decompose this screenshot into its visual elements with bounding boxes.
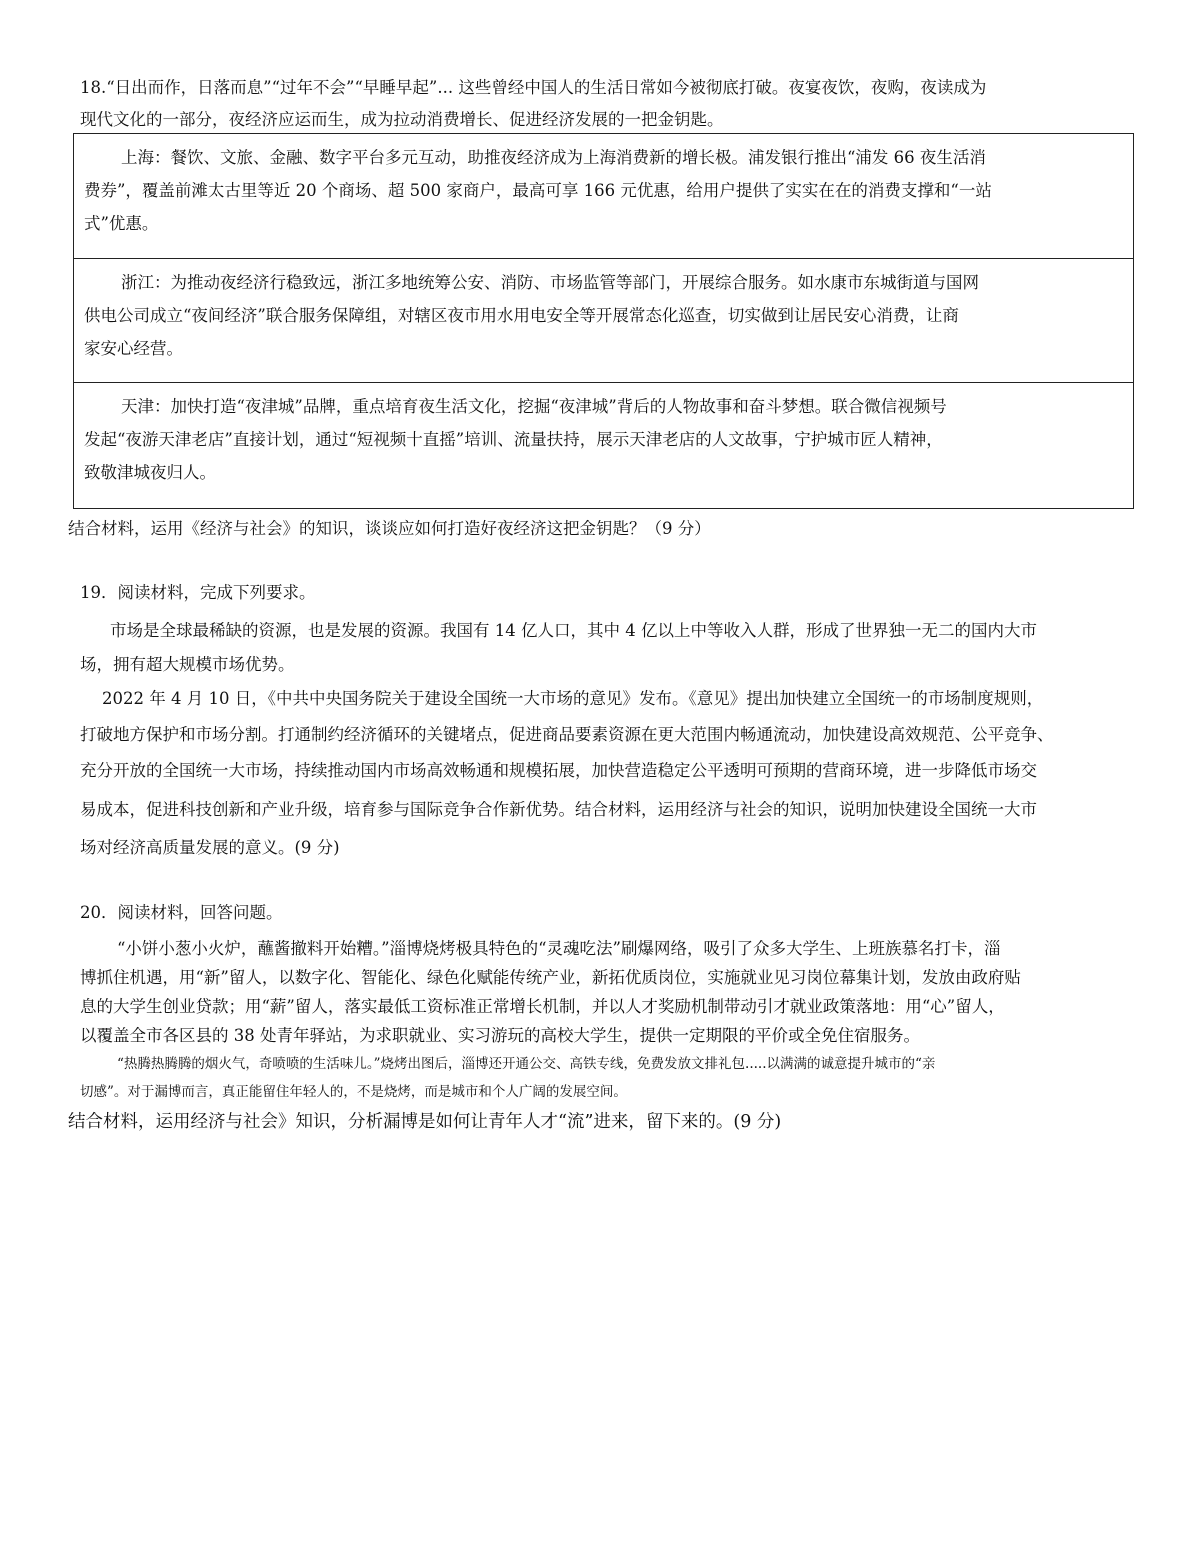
q20-p1-line3: 息的大学生创业贷款；用“薪”留人，落实最低工资标准正常增长机制，并以人才奖励机制带动引才就业政策落地：用“心”留人， [80, 997, 1005, 1016]
tianjin-line3: 致敬津城夜归人。 [84, 463, 216, 482]
q20-p1-line4: 以覆盖全市各区县的 38 处青年驿站，为求职就业、实习游玩的高校大学生，提供一定期限的平价或全免住宿服务。 [80, 1026, 920, 1045]
table-row-zhejiang [74, 258, 1133, 382]
shanghai-line1: 上海：餐饮、文旅、金融、数字平台多元互动，助推夜经济成为上海消费新的增长极。浦发银行推出“浦发 66 夜生活消 [121, 148, 986, 167]
shanghai-line2: 费券”，覆盖前滩太古里等近 20 个商场、超 500 家商户，最高可享 166 元优惠，给用户提供了实实在在的消费支撑和“一站 [84, 181, 992, 200]
q18-intro-line2: 现代文化的一部分，夜经济应运而生，成为拉动消费增长、促进经济发展的一把金钥匙。 [80, 110, 724, 129]
q20-p2-line2: 切感”。对于漏博而言，真正能留住年轻人的，不是烧烤，而是城市和个人广阔的发展空间。 [80, 1084, 627, 1100]
zhejiang-line1: 浙江：为推动夜经济行稳致远，浙江多地统筹公安、消防、市场监管等部门，开展综合服务。如水康市东城街道与国网 [121, 273, 979, 292]
q19-p2-line4: 易成本，促进科技创新和产业升级，培育参与国际竞争合作新优势。结合材料，运用经济与社会的知识，说明加快建设全国统一大市 [80, 800, 1037, 819]
q18-intro-line1: 18.“日出而作，日落而息”“过年不会”“早睡早起”... 这些曾经中国人的生活日常如今被彻底打破。夜宴夜饮，夜购，夜读成为 [80, 78, 987, 97]
q20-question: 结合材料，运用经济与社会》知识，分析漏博是如何让青年人才“流”进来，留下来的。(9 分) [68, 1112, 782, 1132]
q19-p2-line5: 场对经济高质量发展的意义。(9 分) [80, 838, 340, 857]
q20-p2-line1: “热腾热腾腾的烟火气，奇喷喷的生活味儿。”烧烤出图后，淄博还开通公交、高铁专线，免费发放文排礼包.....以满满的诚意提升城市的“亲 [117, 1056, 936, 1072]
table-row-tianjin [74, 382, 1133, 507]
q19-p2-line2: 打破地方保护和市场分割。打通制约经济循环的关键堵点，促进商品要素资源在更大范围内畅通流动，加快建设高效规范、公平竞争、 [80, 725, 1054, 744]
q20-p1-line2: 博抓住机遇，用“新”留人，以数字化、智能化、绿色化赋能传统产业，新拓优质岗位，实施就业见习岗位幕集计划，发放由政府贴 [80, 968, 1021, 987]
q19-p2-line1: 2022 年 4 月 10 日，《中共中央国务院关于建设全国统一大市场的意见》发布。《意见》提出加快建立全国统一的市场制度规则， [102, 689, 1044, 708]
table-row-shanghai [74, 134, 1133, 258]
tianjin-line2: 发起“夜游天津老店”直接计划，通过“短视频十直摇”培训、流量扶持，展示天津老店的人文故事，宁护城市匠人精神， [84, 430, 943, 449]
q19-p1-line1: 市场是全球最稀缺的资源，也是发展的资源。我国有 14 亿人口，其中 4 亿以上中等收入人群，形成了世界独一无二的国内大市 [110, 621, 1037, 640]
zhejiang-line3: 家安心经营。 [84, 339, 183, 358]
q18-question: 结合材料，运用《经济与社会》的知识，谈谈应如何打造好夜经济这把金钥匙？（9 分） [68, 519, 711, 538]
q18-material-table [73, 133, 1134, 509]
shanghai-line3: 式”优惠。 [84, 214, 159, 233]
q20-heading: 20．阅读材料，回答问题。 [80, 903, 283, 922]
q19-p1-line2: 场，拥有超大规模市场优势。 [80, 655, 295, 674]
q19-heading: 19．阅读材料，完成下列要求。 [80, 583, 316, 602]
zhejiang-line2: 供电公司成立“夜间经济”联合服务保障组，对辖区夜市用水用电安全等开展常态化巡查，切实做到让居民安心消费，让商 [84, 306, 959, 325]
tianjin-line1: 天津：加快打造“夜津城”品牌，重点培育夜生活文化，挖掘“夜津城”背后的人物故事和奋斗梦想。联合微信视频号 [121, 397, 947, 416]
q19-p2-line3: 充分开放的全国统一大市场，持续推动国内市场高效畅通和规模拓展，加快营造稳定公平透明可预期的营商环境，进一步降低市场交 [80, 761, 1037, 780]
q20-p1-line1: “小饼小葱小火炉，蘸酱撤料开始糟。”淄博烧烤极具特色的“灵魂吃法”刷爆网络，吸引了众多大学生、上班族慕名打卡，淄 [117, 939, 1001, 958]
